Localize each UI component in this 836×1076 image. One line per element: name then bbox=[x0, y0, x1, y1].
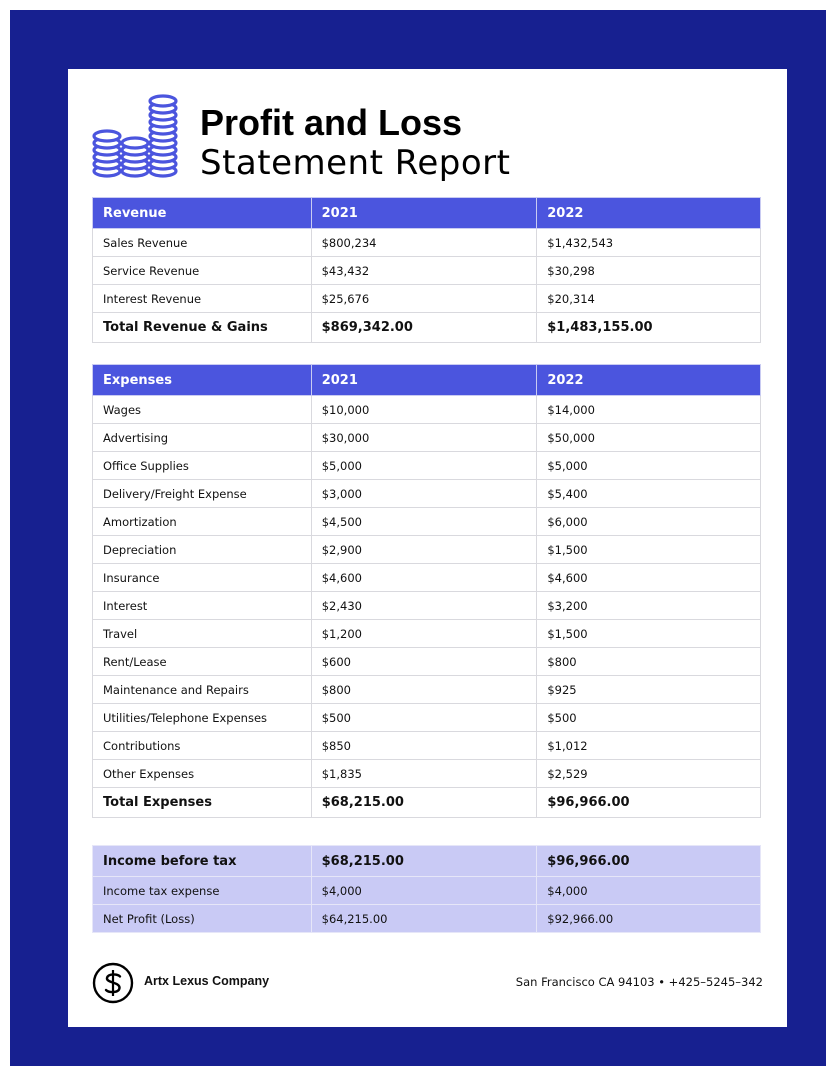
cell-2022: $2,529 bbox=[537, 760, 761, 788]
cell-2022: $3,200 bbox=[537, 592, 761, 620]
row-label: Rent/Lease bbox=[93, 648, 312, 676]
row-label: Travel bbox=[93, 620, 312, 648]
report-page bbox=[68, 69, 787, 1027]
net-profit-row bbox=[93, 905, 761, 933]
cell-2021: $5,000 bbox=[311, 452, 537, 480]
row-label: Delivery/Freight Expense bbox=[93, 480, 312, 508]
cell-2021: $850 bbox=[311, 732, 537, 760]
row-label: Sales Revenue bbox=[93, 229, 312, 257]
cell-2021: $68,215.00 bbox=[311, 788, 537, 818]
cell-2021: $30,000 bbox=[311, 424, 537, 452]
table-row bbox=[93, 620, 761, 648]
row-label: Insurance bbox=[93, 564, 312, 592]
table-row bbox=[93, 676, 761, 704]
cell-2021: $1,200 bbox=[311, 620, 537, 648]
row-label: Interest Revenue bbox=[93, 285, 312, 313]
row-label: Other Expenses bbox=[93, 760, 312, 788]
report-footer bbox=[92, 961, 763, 1005]
row-label: Interest bbox=[93, 592, 312, 620]
row-label: Service Revenue bbox=[93, 257, 312, 285]
cell-2021: $64,215.00 bbox=[311, 905, 537, 933]
column-header: 2022 bbox=[537, 198, 761, 229]
row-label: Depreciation bbox=[93, 536, 312, 564]
cell-2022: $92,966.00 bbox=[537, 905, 761, 933]
row-label: Amortization bbox=[93, 508, 312, 536]
cell-2022: $50,000 bbox=[537, 424, 761, 452]
table-row bbox=[93, 396, 761, 424]
cell-2021: $1,835 bbox=[311, 760, 537, 788]
table-row bbox=[93, 760, 761, 788]
cell-2021: $4,500 bbox=[311, 508, 537, 536]
cell-2022: $1,500 bbox=[537, 620, 761, 648]
cell-2021: $869,342.00 bbox=[311, 313, 537, 343]
cell-2022: $925 bbox=[537, 676, 761, 704]
column-header: Expenses bbox=[93, 365, 312, 396]
row-label: Contributions bbox=[93, 732, 312, 760]
cell-2021: $43,432 bbox=[311, 257, 537, 285]
cell-2021: $500 bbox=[311, 704, 537, 732]
cell-2021: $68,215.00 bbox=[311, 846, 537, 877]
row-label: Net Profit (Loss) bbox=[93, 905, 312, 933]
cell-2021: $3,000 bbox=[311, 480, 537, 508]
table-row bbox=[93, 508, 761, 536]
cell-2022: $4,600 bbox=[537, 564, 761, 592]
table-row bbox=[93, 424, 761, 452]
cell-2022: $30,298 bbox=[537, 257, 761, 285]
total-row bbox=[93, 788, 761, 818]
cell-2021: $600 bbox=[311, 648, 537, 676]
column-header: Revenue bbox=[93, 198, 312, 229]
cell-2021: $4,600 bbox=[311, 564, 537, 592]
table-row bbox=[93, 648, 761, 676]
cell-2021: $4,000 bbox=[311, 877, 537, 905]
row-label: Maintenance and Repairs bbox=[93, 676, 312, 704]
cell-2022: $800 bbox=[537, 648, 761, 676]
row-label: Total Expenses bbox=[93, 788, 312, 818]
cell-2022: $6,000 bbox=[537, 508, 761, 536]
row-label: Advertising bbox=[93, 424, 312, 452]
table-header-row bbox=[93, 198, 761, 229]
summary-table bbox=[92, 845, 761, 933]
company-name: Artx Lexus Company bbox=[144, 974, 270, 988]
cell-2022: $1,500 bbox=[537, 536, 761, 564]
cell-2021: $25,676 bbox=[311, 285, 537, 313]
column-header: 2021 bbox=[311, 365, 537, 396]
table-row bbox=[93, 229, 761, 257]
row-label: Wages bbox=[93, 396, 312, 424]
cell-2022: $1,432,543 bbox=[537, 229, 761, 257]
cell-2021: $800,234 bbox=[311, 229, 537, 257]
cell-2022: $14,000 bbox=[537, 396, 761, 424]
row-label: Office Supplies bbox=[93, 452, 312, 480]
page-border bbox=[10, 10, 826, 1066]
column-header: 2022 bbox=[537, 365, 761, 396]
cell-2022: $500 bbox=[537, 704, 761, 732]
cell-2021: $10,000 bbox=[311, 396, 537, 424]
total-row bbox=[93, 313, 761, 343]
cell-2022: $1,012 bbox=[537, 732, 761, 760]
expenses-table bbox=[92, 364, 761, 818]
title-line-1: Profit and Loss bbox=[200, 102, 463, 143]
company-contact: San Francisco CA 94103 • +425–5245–342 bbox=[515, 975, 763, 989]
table-row bbox=[93, 452, 761, 480]
cell-2021: $800 bbox=[311, 676, 537, 704]
cell-2022: $5,000 bbox=[537, 452, 761, 480]
table-header-row bbox=[93, 365, 761, 396]
title-line-2: Statement Report bbox=[200, 143, 511, 183]
cell-2021: $2,900 bbox=[311, 536, 537, 564]
table-row bbox=[93, 592, 761, 620]
report-header bbox=[92, 93, 772, 183]
revenue-table bbox=[92, 197, 761, 343]
cell-2022: $5,400 bbox=[537, 480, 761, 508]
table-row bbox=[93, 536, 761, 564]
table-row bbox=[93, 257, 761, 285]
dollar-circle-icon bbox=[92, 962, 134, 1004]
cell-2022: $1,483,155.00 bbox=[537, 313, 761, 343]
cell-2022: $96,966.00 bbox=[537, 788, 761, 818]
income-tax-row bbox=[93, 877, 761, 905]
table-row bbox=[93, 564, 761, 592]
row-label: Total Revenue & Gains bbox=[93, 313, 312, 343]
report-title bbox=[200, 103, 510, 183]
coin-stacks-icon bbox=[92, 93, 182, 179]
cell-2022: $4,000 bbox=[537, 877, 761, 905]
income-before-tax-row bbox=[93, 846, 761, 877]
table-row bbox=[93, 732, 761, 760]
row-label: Income tax expense bbox=[93, 877, 312, 905]
column-header: 2021 bbox=[311, 198, 537, 229]
row-label: Income before tax bbox=[93, 846, 312, 877]
table-row bbox=[93, 285, 761, 313]
cell-2022: $96,966.00 bbox=[537, 846, 761, 877]
table-row bbox=[93, 704, 761, 732]
table-row bbox=[93, 480, 761, 508]
cell-2022: $20,314 bbox=[537, 285, 761, 313]
row-label: Utilities/Telephone Expenses bbox=[93, 704, 312, 732]
cell-2021: $2,430 bbox=[311, 592, 537, 620]
